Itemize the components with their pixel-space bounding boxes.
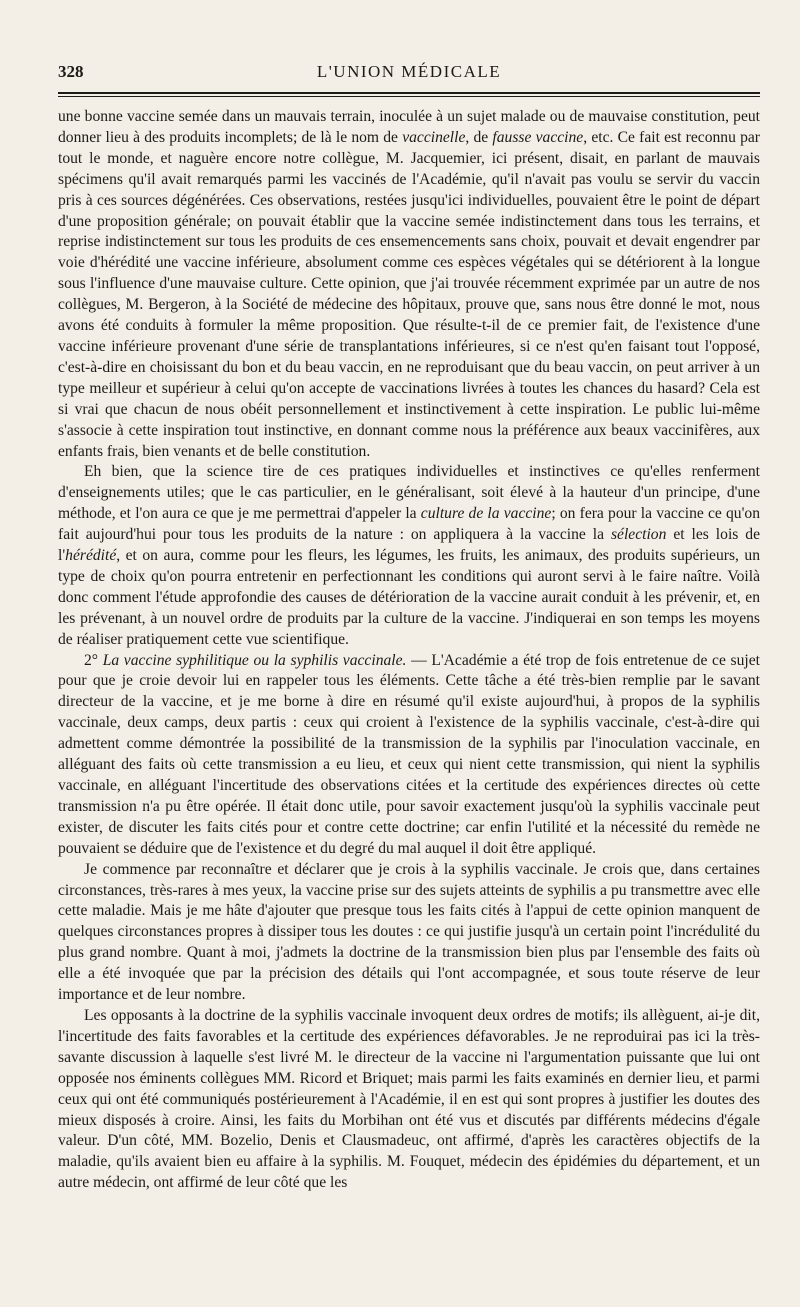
text-segment: Eh bien, que la science tire de ces pratiques individuelles et instinctives ce qu'elles renferment d'enseignements utiles; que le cas particulier, en le généralisant, soit élevé à la hauteur d'un principe, d'une méthode, et l'on aura ce que je me permettrai d'appeler la bbox=[58, 463, 760, 523]
paragraph bbox=[58, 107, 760, 462]
page-number: 328 bbox=[58, 62, 84, 81]
text-segment: 2° bbox=[84, 651, 103, 669]
italic-text: hérédité bbox=[65, 547, 117, 565]
paragraph bbox=[58, 462, 760, 650]
text-segment: ; on fera pour la vaccine ce qu'on fait aujourd'hui pour tous les produits de la nature : on appliquera à la vaccine la bbox=[58, 505, 761, 544]
text-segment: et les lois de l' bbox=[58, 526, 761, 565]
text-segment: , de bbox=[465, 128, 493, 146]
italic-text: La vaccine syphilitique ou la syphilis vaccinale. bbox=[102, 651, 407, 669]
text-segment: , etc. Ce fait est reconnu par tout le monde, et naguère encore notre collègue, M. Jacquemier, ici présent, disait, en parlant de mauvais spécimens qu'il avait remarqués parmi les vaccinés de l'Académie, qu'il n'avait pas voulu se servir du vaccin pris à ces sources dégénérées. Ces observations, restées jusqu'ici individuelles, pouvaient être le point de départ d'une proposition générale; on pouvait établir que la vaccine semée indistinctement dans tous les terrains, et reprise indistinctement sur tous les produits de ces ensemencements sans choix, pouvait et devait engendrer par voie d'hérédité une vaccine inférieure, absolument comme ces espèces végétales qui se détériorent à la longue sous l'influence d'une mauvaise culture. Cette opinion, que j'ai trouvée récemment exprimée par un autre de nos collègues, M. Bergeron, à la Société de médecine des hôpitaux, prouve que, sans nous être donné le mot, nous avons été conduits à formuler la même proposition. Que résulte-t-il de ce premier fait, de l'existence d'une vaccine inférieure provenant d'une série de transplantations inférieures, si ce n'est qu'en faisant tout l'opposé, c'est-à-dire en choisissant du bon et du beau vaccin, en ne reproduisant que du beau vaccin, on peut arriver à un type meilleur et supérieur à celui qu'on accepte de vaccinations livrées à toutes les chances du hasard? Cela est si vrai que chacun de nous obéit personnellement et instinctivement à cette inspiration. Le public lui-même s'associe à cette inspiration tout instinctive, en donnant comme nous la préférence aux beaux vaccinifères, aux enfants frais, bien venants et de belle constitution. bbox=[58, 128, 760, 460]
italic-text: fausse vaccine bbox=[492, 128, 584, 146]
paragraph bbox=[58, 651, 760, 860]
text-segment: Je commence par reconnaître et déclarer que je crois à la syphilis vaccinale. Je crois que, dans certaines circonstances, très-rares à mes yeux, la vaccine prise sur des sujets atteints de syphilis a pu transmettre avec elle cette maladie. Mais je me hâte d'ajouter que presque tous les faits cités à l'appui de cette opinion manquent de quelques circonstances propres à dissiper tous les doutes : ce qui justifie jusqu'à un certain point l'incrédulité du plus grand nombre. Quant à moi, j'admets la doctrine de la transmission bien plus par l'ensemble des faits où elle a été invoquée que par la précision des détails qui l'ont accompagnée, et sous toute réserve de leur importance et de leur nombre. bbox=[58, 860, 760, 1004]
italic-text: sélection bbox=[610, 526, 667, 544]
page-header bbox=[58, 60, 760, 86]
text-segment: — L'Académie a été trop de fois entretenue de ce sujet pour que je croie devoir lui en rappeler tous les éléments. Cette tâche a été très-bien remplie par le savant directeur de la vaccine, et je me borne à dire en résumé qu'il existe aujourd'hui, à propos de la syphilis vaccinale, deux camps, deux partis : ceux qui croient à l'existence de la syphilis vaccinale, c'est-à-dire qui admettent comme démontrée la possibilité de la transmission de la syphilis par l'inoculation vaccinale, en alléguant des faits où cette transmission a eu lieu, et ceux qui nient cette transmission, qui nient la syphilis vaccinale, en alléguant l'incertitude des observations citées et la certitude des expériences directes où cette transmission n'a pu être opérée. Il était donc utile, pour savoir exactement jusqu'où la syphilis vaccinale peut exister, de discuter les faits cités pour et contre cette doctrine; car enfin l'utilité et la nécessité du remède ne pouvaient se déduire que de l'existence et du degré du mal auquel il doit être appliqué. bbox=[58, 651, 760, 857]
italic-text: vaccinelle bbox=[402, 128, 466, 146]
text-segment: Les opposants à la doctrine de la syphilis vaccinale invoquent deux ordres de motifs; ils allèguent, ai-je dit, l'incertitude des faits favorables et la certitude des expériences défavorables. Je ne reproduirai pas ici la très-savante discussion à laquelle s'est livré M. le directeur de la vaccine ni l'argumentation puissante que lui ont opposée nos éminents collègues MM. Ricord et Briquet; mais parmi les faits examinés en dernier lieu, et parmi ceux qui ont été communiqués postérieurement à l'Académie, il en est qui sont propres à justifier les doutes des mieux disposés à croire. Ainsi, les faits du Morbihan ont été vus et discutés par différents médecins d'égale valeur. D'un côté, MM. Bozelio, Denis et Clausmadeuc, ont affirmé, d'après les caractères objectifs de la maladie, qu'ils avaient bien eu affaire à la syphilis. M. Fouquet, médecin des épidémies du département, et un autre médecin, ont affirmé de leur côté que les bbox=[58, 1006, 760, 1192]
text-segment: , et on aura, comme pour les fleurs, les légumes, les fruits, les animaux, des produits supérieurs, un type de choix qu'on pourra entretenir en perfectionnant les conditions qui auront servi à le faire naître. Voilà donc comment l'étude approfondie des causes de détérioration de la vaccine aurait conduit à les prévenir, et, en les prévenant, à un nouvel ordre de produits par la culture de la vaccine. J'indiquerai en son temps les moyens de réaliser pratiquement cette vue scientifique. bbox=[58, 547, 760, 648]
running-title: L'UNION MÉDICALE bbox=[316, 62, 502, 81]
body-text bbox=[58, 107, 760, 1194]
header-rule bbox=[58, 92, 760, 97]
paragraph bbox=[58, 1006, 760, 1194]
paragraph bbox=[58, 860, 760, 1006]
text-segment: une bonne vaccine semée dans un mauvais terrain, inoculée à un sujet malade ou de mauvaise constitution, peut donner lieu à des produits incomplets; de là le nom de bbox=[58, 108, 760, 146]
italic-text: culture de la vaccine bbox=[420, 505, 552, 523]
